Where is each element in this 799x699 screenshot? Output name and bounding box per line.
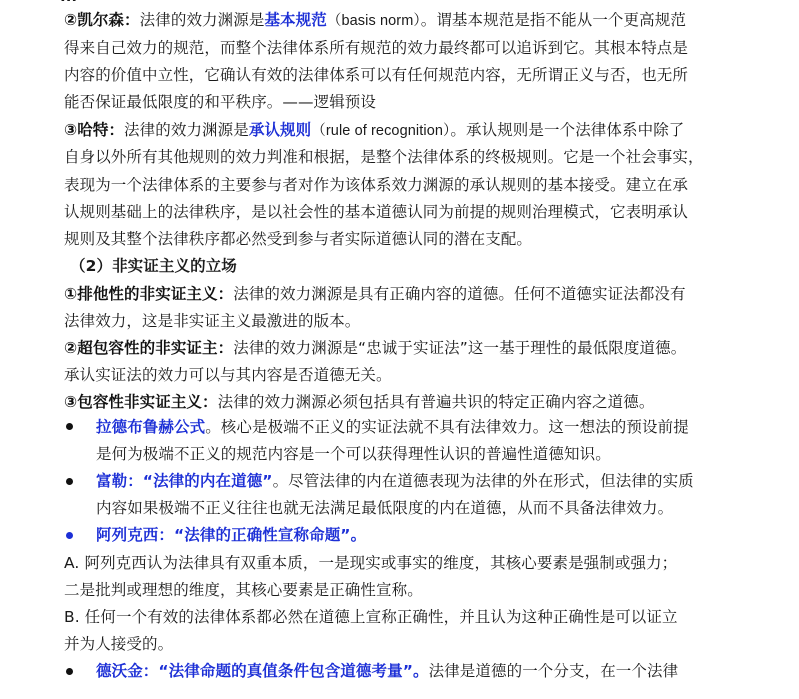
radbruch-text-1: 。核心是极端不正义的实证法就不具有法律效力。这一想法的预设前提	[205, 418, 689, 436]
hart-text-2: 。承认规则是一个法律体系中除了	[450, 121, 685, 139]
hart-line-5: 规则及其整个法律秩序都必然受到参与者实际道德认同的潜在支配。	[64, 230, 533, 248]
alexy-title-end: 。	[350, 526, 367, 544]
dworkin-text-1: 法律是道德的一个分支，在一个法律	[428, 662, 679, 680]
inclusive-text-1: 法律的效力渊源必须包括具有普遍共识的特定正确内容之道德。	[217, 393, 655, 411]
alexy-a-line-2: 二是批判或理想的维度，其核心要素是正确性宣称。	[64, 581, 423, 599]
hart-line-3: 表现为一个法律体系的主要参与者对作为该体系效力渊源的承认规则的基本接受。建立在承	[64, 176, 689, 194]
hart-latin: （rule of recognition）	[311, 123, 451, 139]
alexy-b-line-2: 并为人接受的。	[64, 635, 174, 653]
kelsen-text-2: 。谓基本规范是指不能从一个更高规范	[420, 11, 686, 29]
superinclusive-line-2: 承认实证法的效力可以与其内容是否道德无关。	[64, 366, 392, 384]
exclusive-line-1	[64, 282, 686, 306]
dworkin-title-end: 。	[412, 662, 429, 680]
alexy-title: 阿列克西：“法律的正确性宣称命题”	[96, 526, 351, 544]
bullet-icon	[66, 478, 73, 485]
alexy-b-line-1: B. 任何一个有效的法律体系都必然在道德上宣称正确性，并且认为这种正确性是可以证立	[64, 608, 678, 626]
superinclusive-marker: ②超包容性的非实证主	[64, 339, 218, 357]
superinclusive-colon: ：	[217, 339, 234, 357]
kelsen-line-4: 能否保证最低限度的和平秩序。——逻辑预设	[64, 93, 377, 111]
hart-term: 承认规则	[248, 121, 312, 139]
radbruch-line-1	[96, 415, 689, 439]
fuller-title: 富勒：“法律的内在道德”	[96, 472, 273, 490]
hart-text-1: 法律的效力渊源是	[124, 121, 249, 139]
radbruch-line-2: 是何为极端不正义的规范内容是一个可以获得理性认识的普遍性道德知识。	[96, 445, 611, 463]
alexy-a-line-1: A. 阿列克西认为法律具有双重本质，一是现实或事实的维度，其核心要素是强制或强力；	[64, 554, 678, 572]
inclusive-marker: ③包容性非实证主义	[64, 393, 203, 411]
inclusive-colon: ：	[202, 393, 218, 411]
dworkin-title: 德沃金：“法律命题的真值条件包含道德考量”	[96, 662, 413, 680]
kelsen-line-1	[64, 8, 686, 32]
kelsen-line-2: 得来自己效力的规范，而整个法律体系所有规范的效力最终都可以追诉到它。其根本特点是	[64, 39, 689, 57]
exclusive-text-1: 法律的效力渊源是具有正确内容的道德。任何不道德实证法都没有	[233, 285, 686, 303]
kelsen-marker: ②凯尔森	[64, 11, 125, 29]
hart-colon: ：	[108, 121, 125, 139]
superinclusive-text-1: 法律的效力渊源是“忠诚于实证法”这一基于理性的最低限度道德。	[233, 339, 687, 357]
alexy-heading	[96, 523, 366, 547]
bullet-icon	[66, 532, 73, 539]
cropped-top-line	[60, 0, 77, 1]
inclusive-line-1	[64, 390, 654, 414]
fuller-line-1	[96, 469, 694, 493]
bullet-icon	[66, 668, 73, 675]
radbruch-title: 拉德布鲁赫公式	[96, 418, 206, 436]
exclusive-colon: ：	[217, 285, 234, 303]
exclusive-marker: ①排他性的非实证主义	[64, 285, 218, 303]
fuller-line-2: 内容如果极端不正义往往也就无法满足最低限度的内在道德，从而不具备法律效力。	[96, 499, 674, 517]
superinclusive-line-1	[64, 336, 686, 360]
kelsen-latin: （basis norm）	[326, 13, 421, 29]
hart-line-4: 认规则基础上的法律秩序，是以社会性的基本道德认同为前提的规则治理模式，它表明承认	[64, 203, 689, 221]
exclusive-line-2: 法律效力，这是非实证主义最激进的版本。	[64, 312, 361, 330]
dworkin-line-1	[96, 659, 678, 683]
kelsen-text-1: 法律的效力渊源是	[139, 11, 265, 29]
kelsen-term: 基本规范	[264, 11, 327, 29]
section-heading: （2）非实证主义的立场	[70, 257, 237, 275]
fuller-text-1: 。尽管法律的内在道德表现为法律的外在形式，但法律的实质	[272, 472, 694, 490]
hart-line-1	[64, 118, 684, 142]
bullet-icon	[66, 423, 73, 430]
hart-line-2: 自身以外所有其他规则的效力判准和根据，是整个法律体系的终极规则。它是一个社会事实，	[64, 148, 704, 166]
hart-marker: ③哈特	[64, 121, 109, 139]
kelsen-colon: ：	[124, 11, 140, 29]
kelsen-line-3: 内容的价值中立性，它确认有效的法律体系可以有任何规范内容，无所谓正义与否，也无所	[64, 66, 689, 84]
